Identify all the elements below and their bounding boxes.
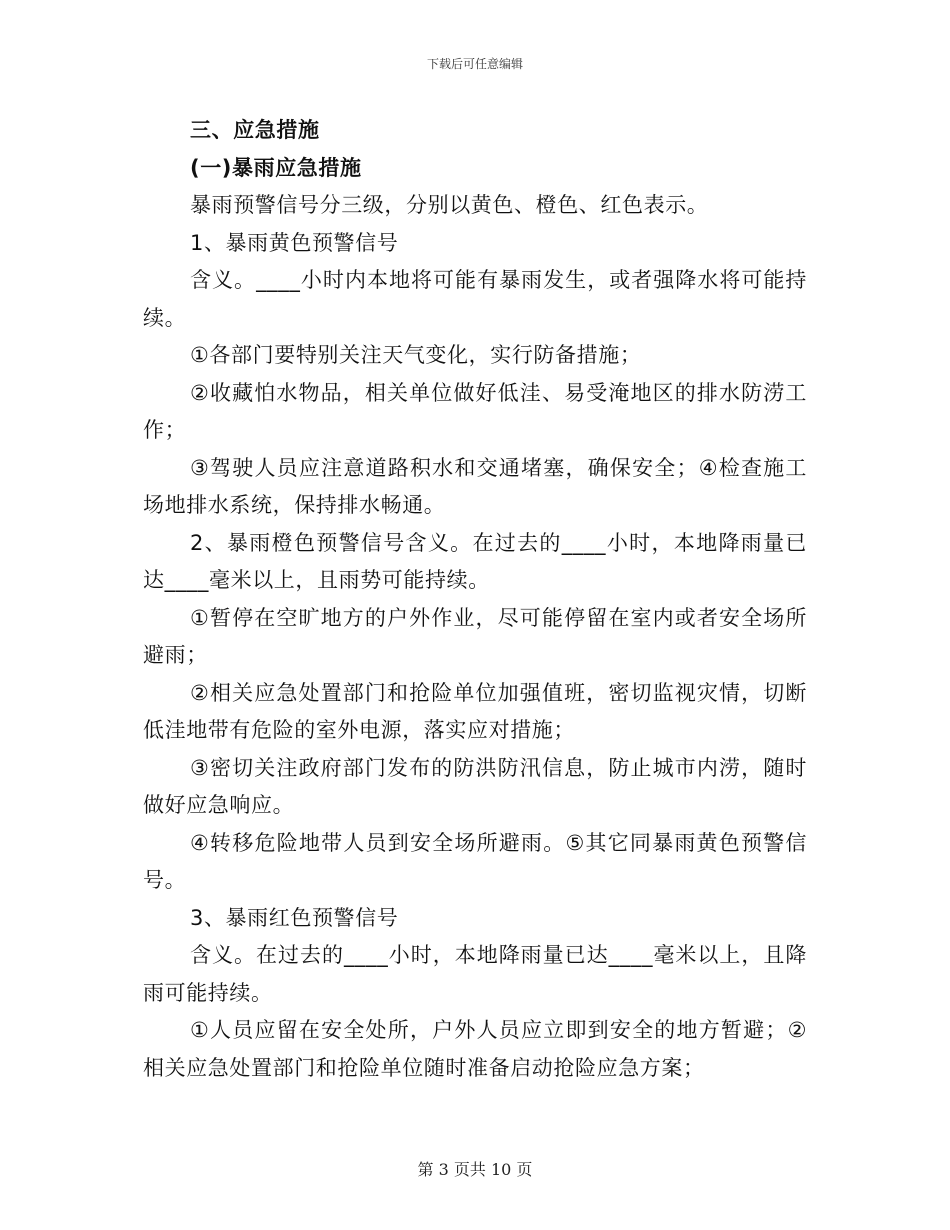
paragraph-orange-meaning: 2、暴雨橙色预警信号含义。在过去的____小时，本地降雨量已达____毫米以上，且雨势可能持续。	[143, 530, 807, 592]
subsection-heading: (一)暴雨应急措施	[190, 155, 362, 180]
paragraph-orange-measure-1: ①暂停在空旷地方的户外作业，尽可能停留在室内或者安全场所避雨；	[143, 605, 807, 667]
paragraph-red-title: 3、暴雨红色预警信号	[190, 905, 399, 930]
page-footer: 第 3 页共 10 页	[417, 1160, 533, 1179]
paragraph-yellow-measure-1: ①各部门要特别关注天气变化，实行防备措施；	[190, 343, 642, 367]
paragraph-intro: 暴雨预警信号分三级，分别以黄色、橙色、红色表示。	[190, 193, 709, 217]
section-heading: 三、应急措施	[190, 118, 320, 142]
paragraph-yellow-meaning: 含义。____小时内本地将可能有暴雨发生，或者强降水将可能持续。	[143, 268, 807, 330]
paragraph-orange-measure-4-5: ④转移危险地带人员到安全场所避雨。⑤其它同暴雨黄色预警信号。	[143, 830, 807, 892]
paragraph-yellow-measure-3-4: ③驾驶人员应注意道路积水和交通堵塞，确保安全；④检查施工场地排水系统，保持排水畅通。	[143, 455, 807, 517]
paragraph-red-meaning: 含义。在过去的____小时，本地降雨量已达____毫米以上，且降雨可能持续。	[143, 943, 807, 1005]
page-header: 下载后可任意编辑	[426, 57, 523, 71]
paragraph-red-measure-1-2: ①人员应留在安全处所，户外人员应立即到安全的地方暂避；②相关应急处置部门和抢险单位随时准备启动抢险应急方案；	[143, 1018, 807, 1080]
paragraph-yellow-measure-2: ②收藏怕水物品，相关单位做好低洼、易受淹地区的排水防涝工作；	[143, 380, 807, 442]
paragraph-yellow-title: 1、暴雨黄色预警信号	[190, 230, 399, 255]
paragraph-orange-measure-3: ③密切关注政府部门发布的防洪防汛信息，防止城市内涝，随时做好应急响应。	[143, 755, 807, 817]
document-body	[143, 112, 807, 1087]
paragraph-orange-measure-2: ②相关应急处置部门和抢险单位加强值班，密切监视灾情，切断低洼地带有危险的室外电源，落实应对措施；	[143, 680, 807, 742]
